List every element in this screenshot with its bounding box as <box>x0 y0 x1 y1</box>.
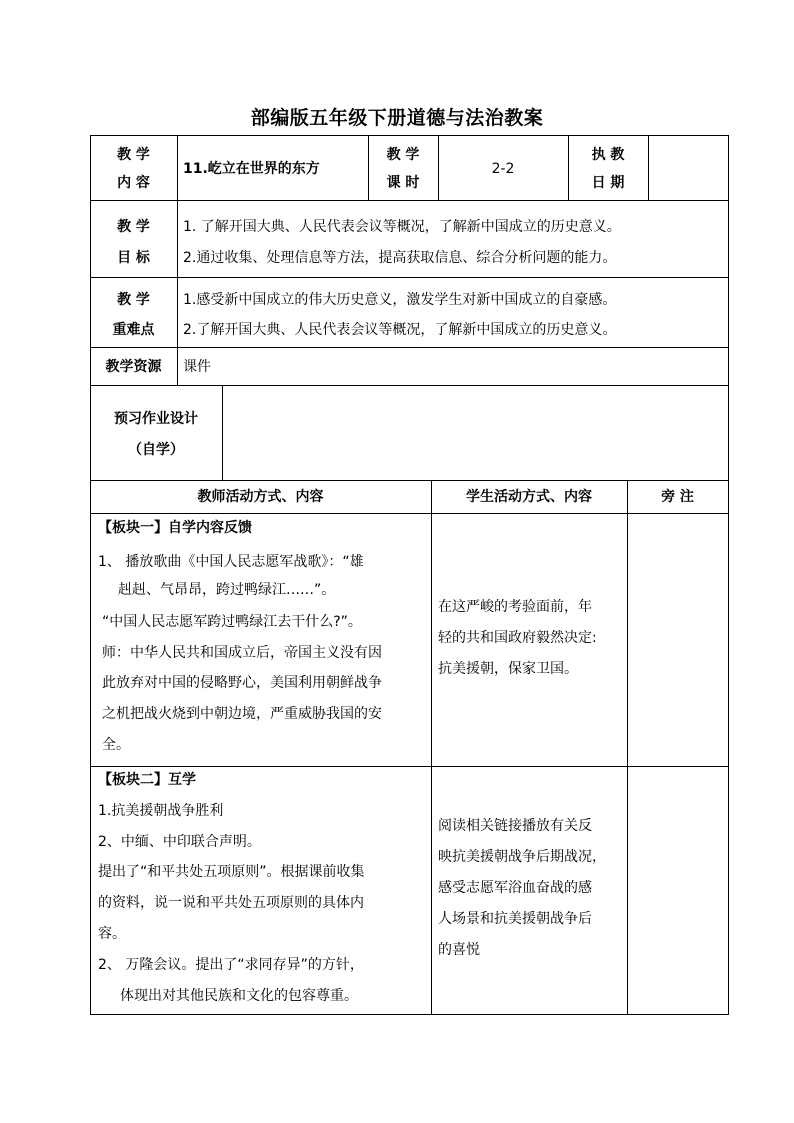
block2-teacher-line: 2、 万隆会议。提出了“求同存异”的方针， <box>98 957 364 973</box>
table-rule <box>90 1014 729 1015</box>
table-rule <box>90 766 729 767</box>
table-rule <box>90 200 729 201</box>
preview-label: （自学） <box>128 442 184 458</box>
resources-label: 教学资源 <box>105 359 162 375</box>
block2-teacher-line: 2、中缅、中印联合声明。 <box>98 834 261 850</box>
block2-student-line: 人场景和抗美援朝战争后 <box>438 911 592 927</box>
table-rule <box>728 135 729 1014</box>
block1-teacher-line: “中国人民志愿军跨过鸭绿江去干什么?”。 <box>102 614 362 630</box>
resources-value: 课件 <box>183 359 211 375</box>
lesson-title: 11.屹立在世界的东方 <box>183 161 320 177</box>
block1-teacher-line: 师：中华人民共和国成立后，帝国主义没有因 <box>102 645 382 661</box>
block1-teacher-line: 全。 <box>102 737 130 753</box>
date-label: 日 期 <box>591 175 625 191</box>
block2-student-line: 映抗美援朝战争后期战况， <box>438 849 606 865</box>
lesson-plan-table <box>90 135 729 1014</box>
goals-label: 目 标 <box>117 250 150 266</box>
date-label: 执 教 <box>591 147 625 163</box>
block2-student-line: 的喜悦 <box>438 942 480 958</box>
block2-teacher-line: 1.抗美援朝战争胜利 <box>98 803 224 819</box>
block2-student-line: 感受志愿军浴血奋战的感 <box>438 880 592 896</box>
block1-teacher-line: 1、 播放歌曲《中国人民志愿军战歌》：“雄 <box>98 554 364 570</box>
table-rule <box>90 135 729 136</box>
table-rule <box>90 513 729 514</box>
content-label: 教 学 <box>117 147 150 163</box>
block2-teacher-line: 提出了“和平共处五项原则”。根据课前收集 <box>98 864 365 880</box>
block1-student-line: 抗美援朝，保家卫国。 <box>438 661 578 677</box>
key-points-label: 重难点 <box>112 322 155 338</box>
block2-teacher-line: 容。 <box>98 926 126 942</box>
hours-label: 教 学 <box>386 147 420 163</box>
table-rule <box>177 135 178 200</box>
table-rule <box>627 480 628 1014</box>
block2-student-line: 阅读相关链接播放有关反 <box>438 818 592 834</box>
teacher-column-header: 教师活动方式、内容 <box>197 489 324 505</box>
block1-student-line: 轻的共和国政府毅然决定: <box>438 630 597 646</box>
notes-column-header: 旁 注 <box>661 489 694 505</box>
hours-value: 2-2 <box>491 161 515 177</box>
table-rule <box>648 135 649 200</box>
content-label: 内 容 <box>117 175 150 191</box>
table-rule <box>177 200 178 385</box>
table-rule <box>90 385 729 386</box>
goal-line: 1. 了解开国大典、人民代表会议等概况，了解新中国成立的历史意义。 <box>183 219 621 235</box>
table-rule <box>90 277 729 278</box>
key-point-line: 1.感受新中国成立的伟大历史意义，激发学生对新中国成立的自豪感。 <box>183 292 617 308</box>
goal-line: 2.通过收集、处理信息等方法，提高获取信息、综合分析问题的能力。 <box>183 250 617 266</box>
document-title: 部编版五年级下册道德与法治教案 <box>250 107 544 129</box>
block1-teacher-line: 赳赳、气昂昂，跨过鸭绿江……”。 <box>118 582 336 598</box>
block1-teacher-line: 之机把战火烧到中朝边境，严重威胁我国的安 <box>102 706 382 722</box>
key-points-label: 教 学 <box>117 292 150 308</box>
block1-heading: 【板块一】自学内容反馈 <box>98 520 252 536</box>
block2-teacher-line: 体现出对其他民族和文化的包容尊重。 <box>120 988 358 1004</box>
table-rule <box>90 135 91 1014</box>
block2-teacher-line: 的资料，说一说和平共处五项原则的具体内 <box>98 895 364 911</box>
table-rule <box>90 347 729 348</box>
hours-label: 课 时 <box>386 175 420 191</box>
block2-heading: 【板块二】互学 <box>98 772 196 788</box>
table-rule <box>90 480 729 481</box>
goals-label: 教 学 <box>117 219 150 235</box>
table-rule <box>222 385 223 480</box>
table-rule <box>431 480 432 1014</box>
block1-student-line: 在这严峻的考验面前，年 <box>438 599 592 615</box>
preview-label: 预习作业设计 <box>114 411 198 427</box>
block1-teacher-line: 此放弃对中国的侵略野心，美国利用朝鲜战争 <box>102 675 382 691</box>
student-column-header: 学生活动方式、内容 <box>466 489 592 505</box>
key-point-line: 2.了解开国大典、人民代表会议等概况，了解新中国成立的历史意义。 <box>183 322 617 338</box>
